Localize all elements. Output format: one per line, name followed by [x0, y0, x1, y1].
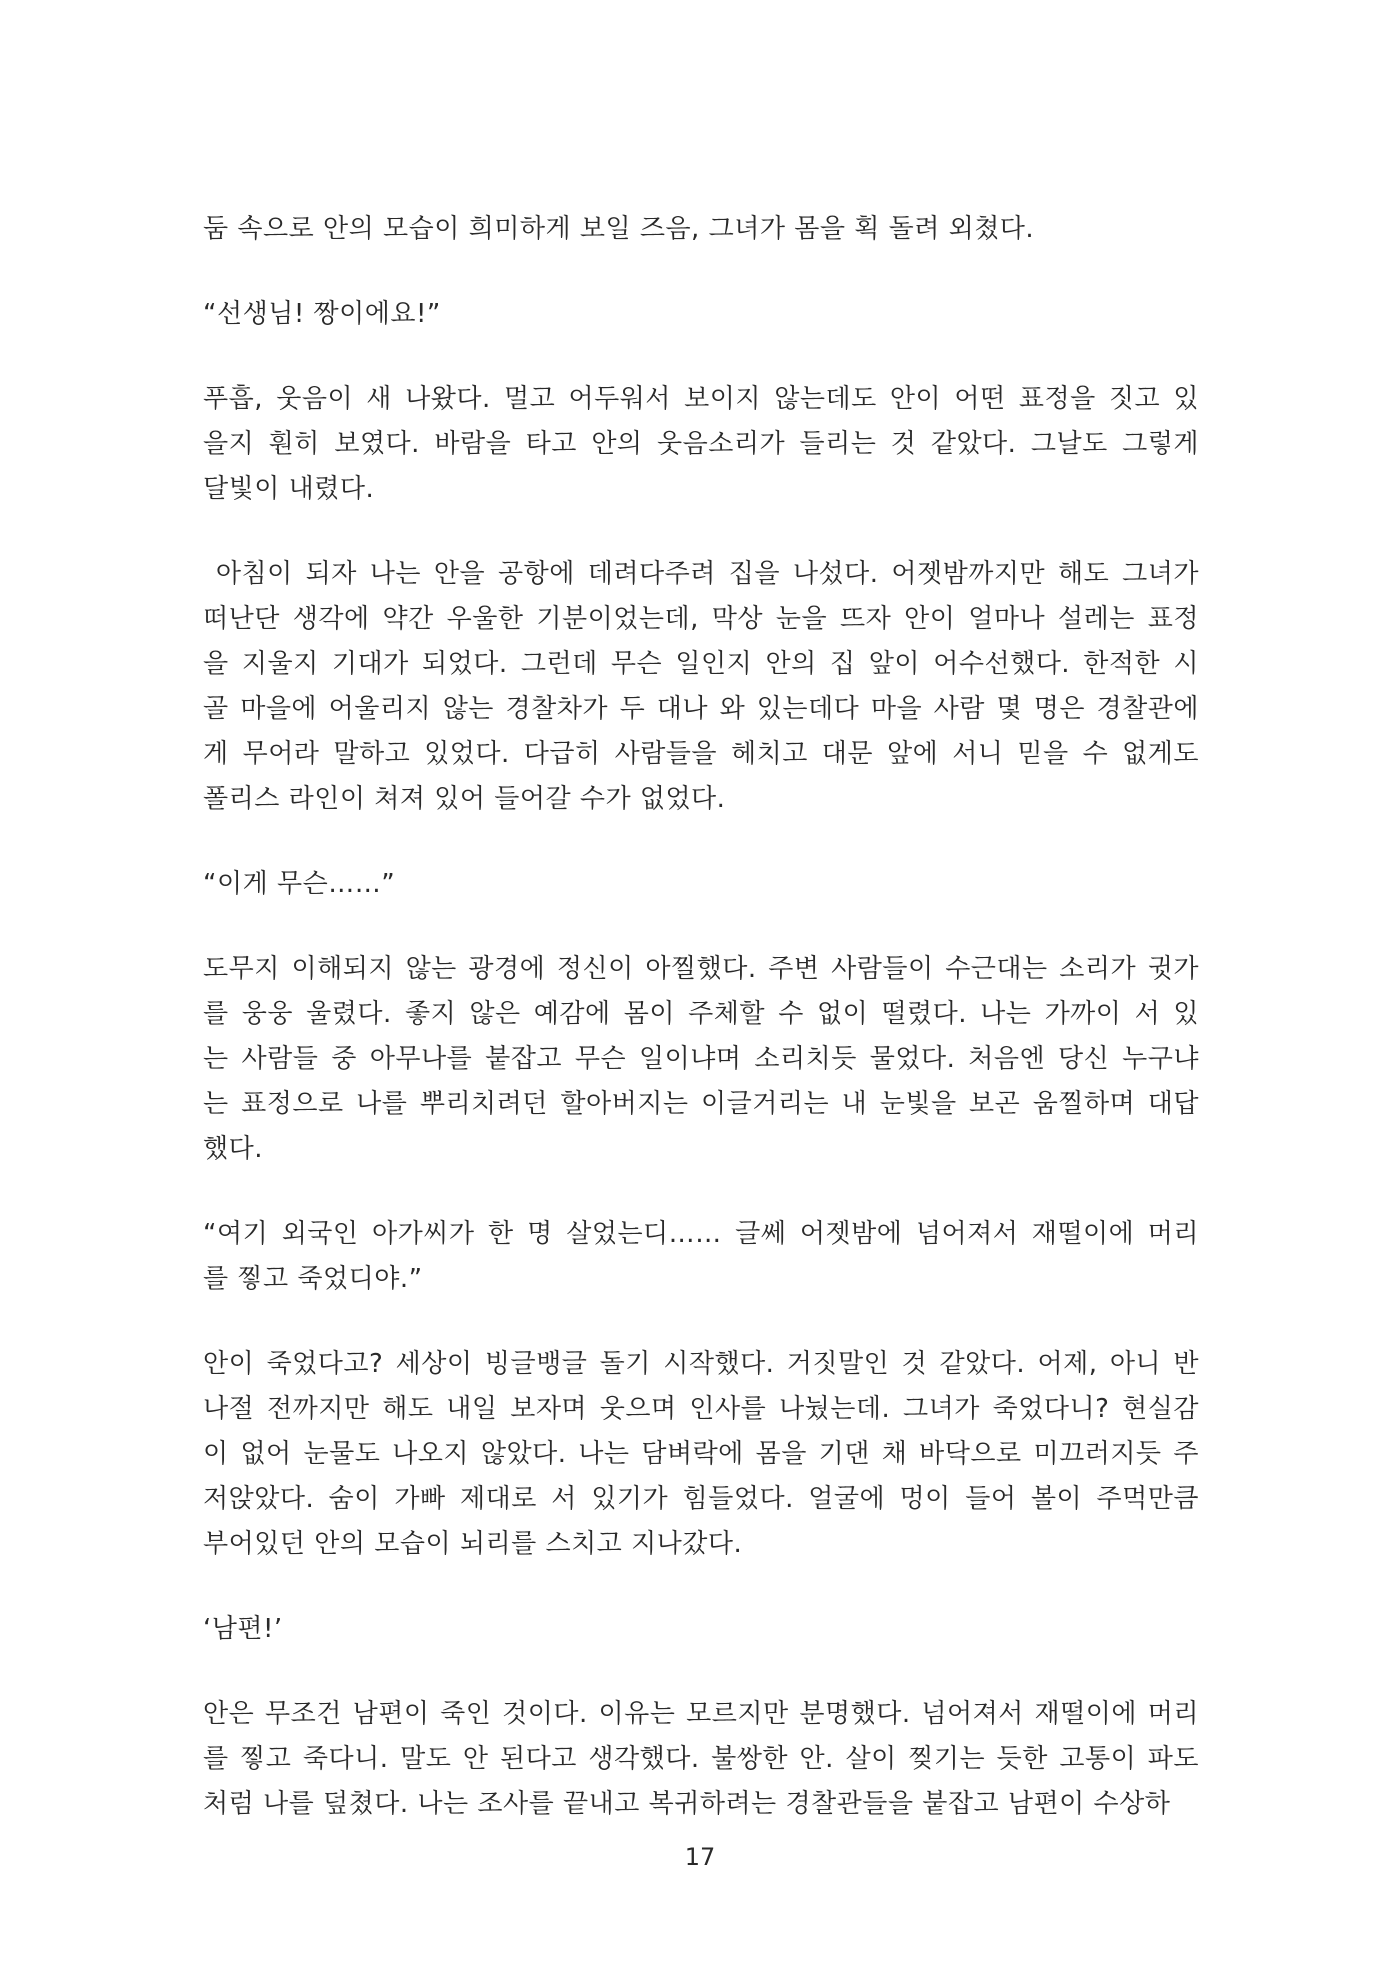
text-line: 게 무어라 말하고 있었다. 다급히 사람들을 헤치고 대문 앞에 서니 믿을 수 없게도: [203, 739, 1199, 769]
text-line: 를 찧고 죽었디야.”: [203, 1264, 423, 1294]
text-line: “이게 무슨……”: [203, 869, 396, 899]
text-line: 푸흡, 웃음이 새 나왔다. 멀고 어두워서 보이지 않는데도 안이 어떤 표정을 짓고 있: [203, 384, 1199, 414]
paragraph-gap: [203, 1302, 1199, 1342]
text-line: 안이 죽었다고? 세상이 빙글뱅글 돌기 시작했다. 거짓말인 것 같았다. 어제, 아니 반: [203, 1349, 1199, 1379]
paragraph-gap: [203, 512, 1199, 552]
text-line: 처럼 나를 덮쳤다. 나는 조사를 끝내고 복귀하려는 경찰관들을 붙잡고 남편이 수상하: [203, 1789, 1171, 1819]
text-line: 둠 속으로 안의 모습이 희미하게 보일 즈음, 그녀가 몸을 획 돌려 외쳤다.: [203, 214, 1035, 244]
paragraph: [203, 207, 1199, 252]
text-line: ‘남편!’: [203, 1614, 283, 1644]
paragraph: [203, 1692, 1199, 1827]
paragraph: [203, 862, 1199, 907]
text-line: 폴리스 라인이 쳐져 있어 들어갈 수가 없었다.: [203, 784, 726, 814]
body-text: [203, 207, 1199, 1827]
paragraph: [203, 1342, 1199, 1567]
text-line: 를 웅웅 울렸다. 좋지 않은 예감에 몸이 주체할 수 없이 떨렸다. 나는 가까이 서 있: [203, 999, 1199, 1029]
text-line: “선생님! 짱이에요!”: [203, 299, 441, 329]
text-line: 을 지울지 기대가 되었다. 그런데 무슨 일인지 안의 집 앞이 어수선했다. 한적한 시: [203, 649, 1199, 679]
text-line: 달빛이 내렸다.: [203, 474, 375, 504]
text-line: 나절 전까지만 해도 내일 보자며 웃으며 인사를 나눴는데. 그녀가 죽었다니? 현실감: [203, 1394, 1199, 1424]
paragraph-gap: [203, 1567, 1199, 1607]
text-line: 을지 훤히 보였다. 바람을 타고 안의 웃음소리가 들리는 것 같았다. 그날도 그렇게: [203, 429, 1199, 459]
paragraph-gap: [203, 337, 1199, 377]
paragraph: [203, 377, 1199, 512]
paragraph: [203, 552, 1199, 822]
text-line: 도무지 이해되지 않는 광경에 정신이 아찔했다. 주변 사람들이 수근대는 소리가 귓가: [203, 954, 1199, 984]
paragraph-gap: [203, 1172, 1199, 1212]
text-line: 는 사람들 중 아무나를 붙잡고 무슨 일이냐며 소리치듯 물었다. 처음엔 당신 누구냐: [203, 1044, 1199, 1074]
paragraph: [203, 1212, 1199, 1302]
text-line: 안은 무조건 남편이 죽인 것이다. 이유는 모르지만 분명했다. 넘어져서 재떨이에 머리: [203, 1699, 1199, 1729]
text-line: 부어있던 안의 모습이 뇌리를 스치고 지나갔다.: [203, 1529, 743, 1559]
paragraph-gap: [203, 907, 1199, 947]
text-line: 저앉았다. 숨이 가빠 제대로 서 있기가 힘들었다. 얼굴에 멍이 들어 볼이 주먹만큼: [203, 1484, 1199, 1514]
paragraph: [203, 292, 1199, 337]
text-line: 이 없어 눈물도 나오지 않았다. 나는 담벼락에 몸을 기댄 채 바닥으로 미끄러지듯 주: [203, 1439, 1199, 1469]
text-line: 떠난단 생각에 약간 우울한 기분이었는데, 막상 눈을 뜨자 안이 얼마나 설레는 표정: [203, 604, 1199, 634]
text-line: 를 찧고 죽다니. 말도 안 된다고 생각했다. 불쌍한 안. 살이 찢기는 듯한 고통이 파도: [203, 1744, 1199, 1774]
text-line: 했다.: [203, 1134, 263, 1164]
text-line: “여기 외국인 아가씨가 한 명 살었는디…… 글쎄 어젯밤에 넘어져서 재떨이에 머리: [203, 1219, 1199, 1249]
page-number: 17: [684, 1843, 716, 1871]
paragraph-gap: [203, 822, 1199, 862]
paragraph-gap: [203, 1652, 1199, 1692]
text-line: 는 표정으로 나를 뿌리치려던 할아버지는 이글거리는 내 눈빛을 보곤 움찔하며 대답: [203, 1089, 1199, 1119]
text-line: 아침이 되자 나는 안을 공항에 데려다주려 집을 나섰다. 어젯밤까지만 해도 그녀가: [203, 559, 1199, 589]
paragraph: [203, 947, 1199, 1172]
paragraph: [203, 1607, 1199, 1652]
text-line: 골 마을에 어울리지 않는 경찰차가 두 대나 와 있는데다 마을 사람 몇 명은 경찰관에: [203, 694, 1199, 724]
paragraph-gap: [203, 252, 1199, 292]
